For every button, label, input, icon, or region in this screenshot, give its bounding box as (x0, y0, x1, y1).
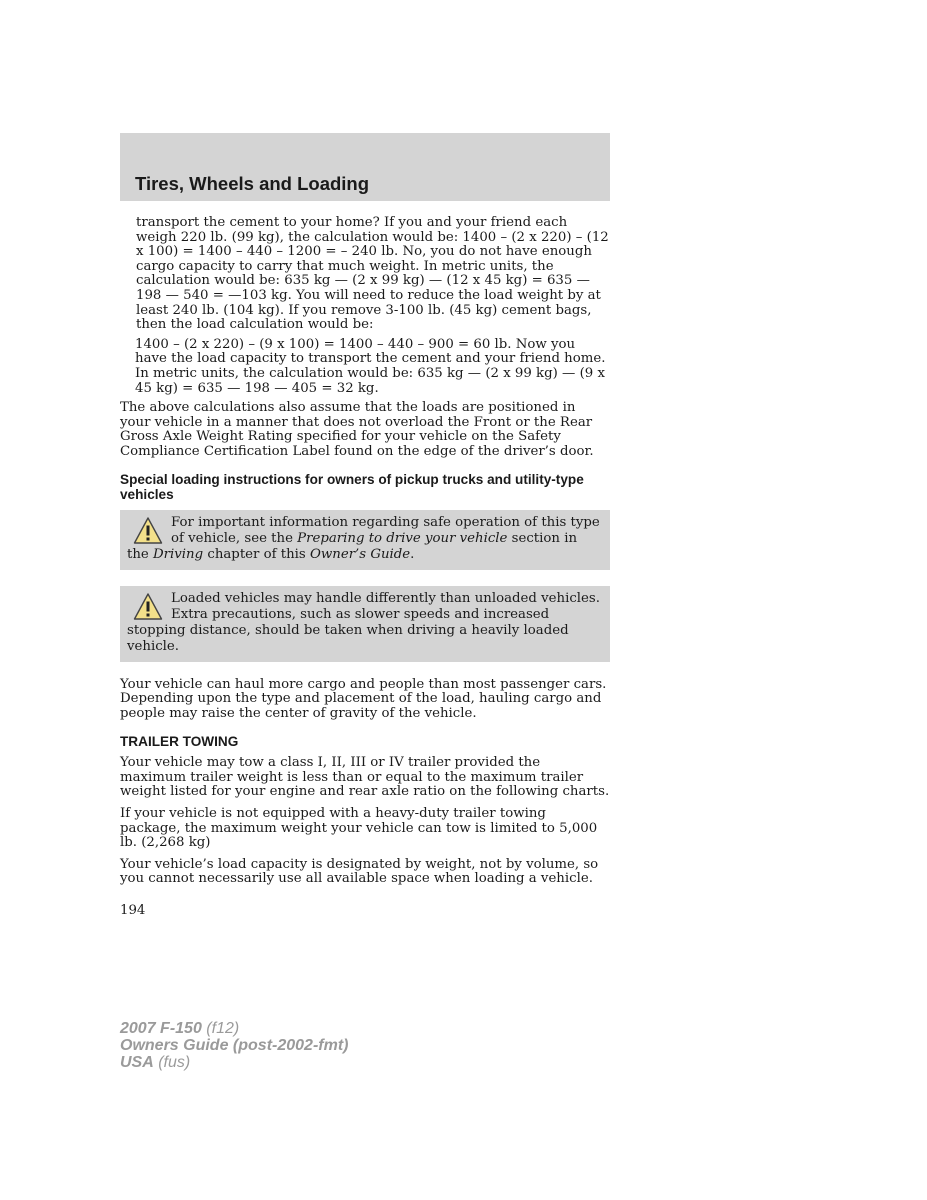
example-result: 1400 – (2 x 220) – (9 x 100) = 1400 – 440 – 900 = 60 lb. Now you have the load capacity to transport the cement and your friend home. In metric units, the calculation would be: 635 kg — (2 x 99 kg) — (9 x 45 kg) = 635 — 198 — 405 = 32 kg. (135, 336, 606, 396)
warning-text-operation: For important information regarding safe operation of this type of vehicle, see the Preparing to drive your vehicle section in the Driving chapter of this Owner’s Guide. (127, 514, 600, 562)
warning-triangle-icon (133, 592, 163, 622)
warning-box-handling (120, 586, 610, 662)
warning-box-operation (120, 510, 610, 570)
document-footer (120, 1020, 348, 1071)
page-number: 194 (120, 903, 146, 918)
footer-line-model: 2007 F-150 (f12) (120, 1020, 240, 1037)
page-content (120, 216, 610, 894)
chapter-header-band (120, 133, 610, 201)
footer-line-market: USA (fus) (120, 1054, 191, 1071)
haul-paragraph: Your vehicle can haul more cargo and people than most passenger cars. Depending upon the type and placement of the load, hauling cargo and people may raise the center of gravity of the vehicle. (120, 676, 607, 721)
footer-line-guide: Owners Guide (post-2002-fmt) (120, 1037, 349, 1054)
trailer-paragraph-2: If your vehicle is not equipped with a heavy-duty trailer towing package, the maximum weight your vehicle can tow is limited to 5,000 lb. (2,268 kg) (120, 806, 598, 851)
example-continuation: transport the cement to your home? If you and your friend each weigh 220 lb. (99 kg), the calculation would be: 1400 – (2 x 220) – (12 x 100) = 1400 – 440 – 1200 = – 240 lb. No, you do not have enough cargo capacity to carry that much weight. In metric units, the calculation would be: 635 kg — (2 x 99 kg) — (12 x 45 kg) = 635 — 198 — 540 = —103 kg. You will need to reduce the load weight by at least 240 lb. (104 kg). If you remove 3-100 lb. (45 kg) cement bags, then the load calculation would be: (136, 215, 609, 333)
trailer-towing-heading: TRAILER TOWING (120, 734, 239, 750)
warning-text-handling: Loaded vehicles may handle differently than unloaded vehicles. Extra precautions, such as slower speeds and increased stopping distance, should be taken when driving a heavily loaded vehicle. (127, 590, 600, 654)
special-loading-heading: Special loading instructions for owners of pickup trucks and utility-type vehicles (120, 471, 584, 502)
trailer-paragraph-1: Your vehicle may tow a class I, II, III or IV trailer provided the maximum trailer weight is less than or equal to the maximum trailer weight listed for your engine and rear axle ratio on the following charts. (120, 755, 610, 800)
assumption-paragraph: The above calculations also assume that the loads are positioned in your vehicle in a manner that does not overload the Front or the Rear Gross Axle Weight Rating specified for your vehicle on the Safety Compliance Certification Label found on the edge of the driver’s door. (120, 400, 594, 459)
warning-triangle-icon (133, 516, 163, 546)
chapter-title: Tires, Wheels and Loading (135, 173, 370, 194)
trailer-paragraph-3: Your vehicle’s load capacity is designated by weight, not by volume, so you cannot necessarily use all available space when loading a vehicle. (120, 856, 599, 887)
